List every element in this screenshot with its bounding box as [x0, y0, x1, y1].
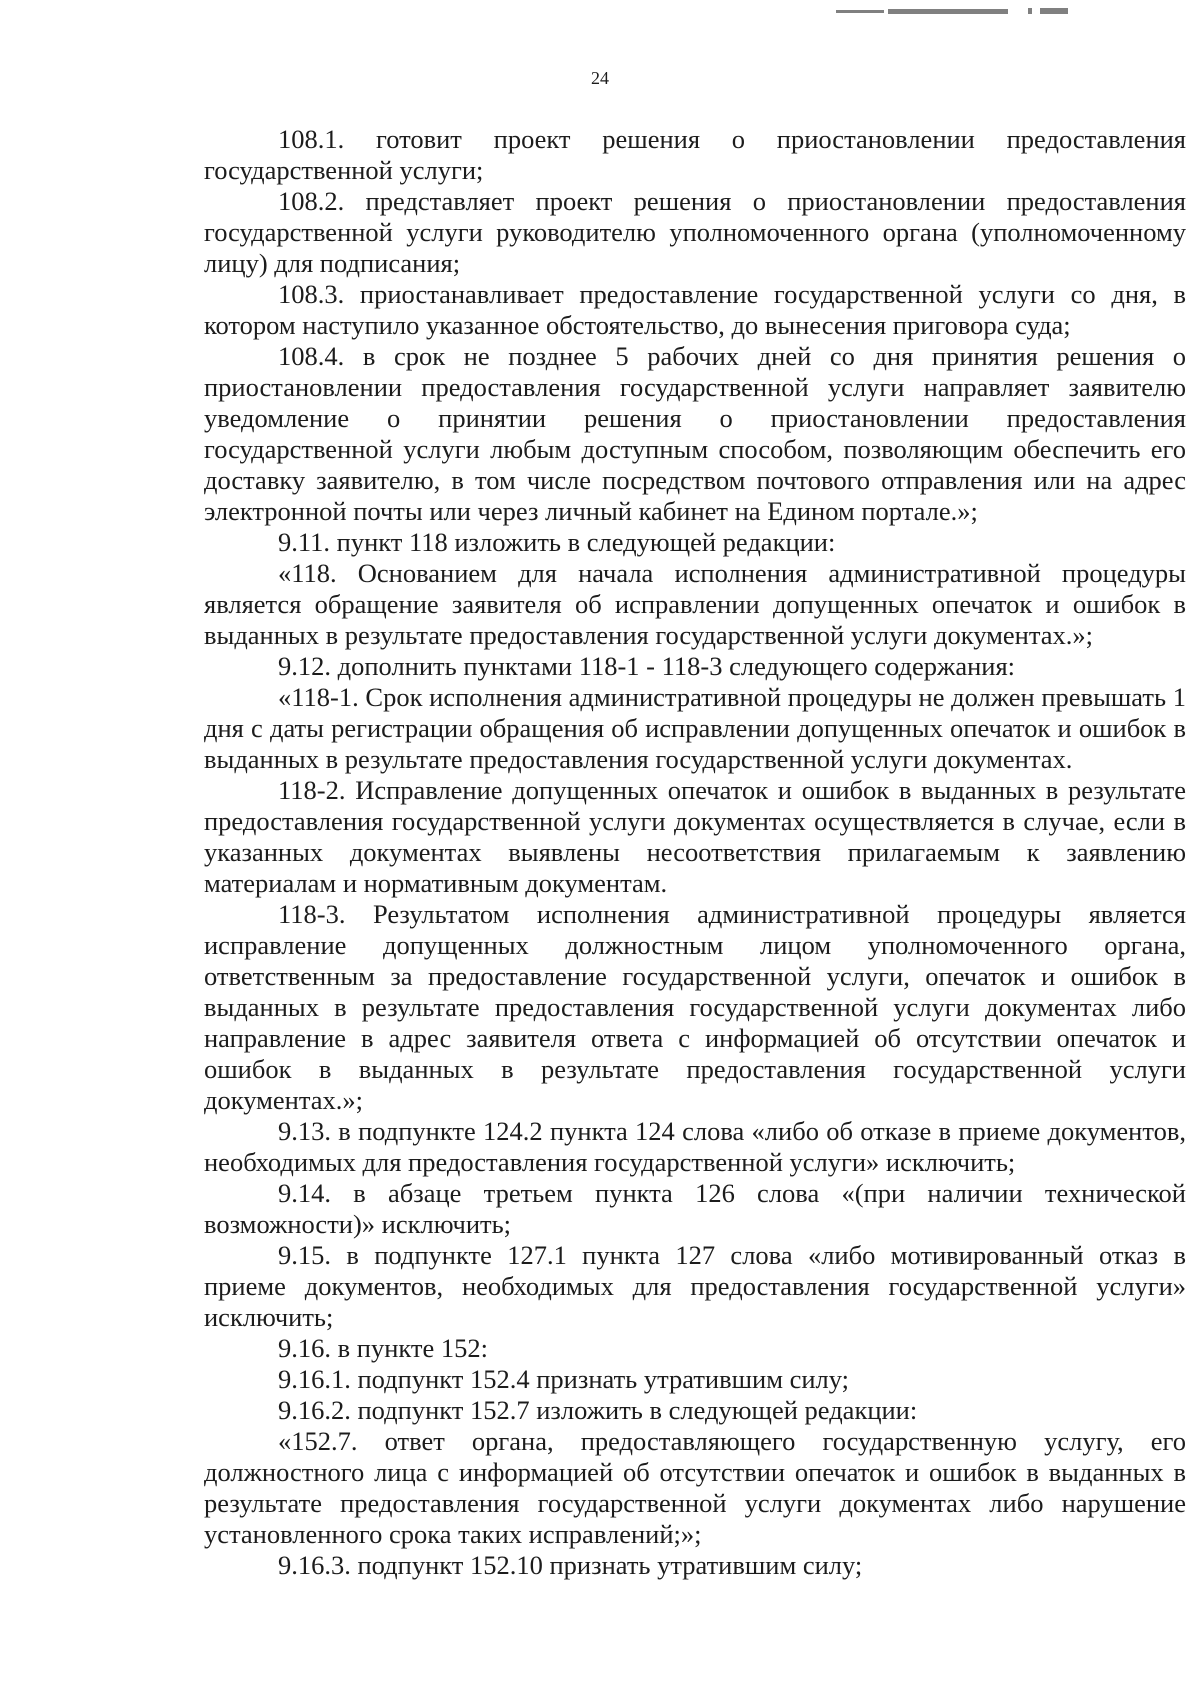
paragraph-9-14: 9.14. в абзаце третьем пункта 126 слова «(при наличии технической возможности)» исключить;	[204, 1178, 1186, 1239]
scan-artifact	[836, 10, 884, 13]
scan-artifact	[1040, 8, 1068, 14]
scan-artifact	[888, 9, 1008, 14]
paragraph-9-16: 9.16. в пункте 152:	[278, 1333, 488, 1363]
paragraph-9-11: 9.11. пункт 118 изложить в следующей редакции:	[278, 527, 836, 557]
paragraph-108-3: 108.3. приостанавливает предоставление государственной услуги со дня, в котором наступило указанное обстоятельство, до вынесения приговора суда;	[204, 279, 1186, 340]
paragraph-9-12: 9.12. дополнить пунктами 118-1 - 118-3 следующего содержания:	[278, 651, 1015, 681]
document-body	[204, 124, 1186, 1581]
paragraph-9-16-3: 9.16.3. подпункт 152.10 признать утратившим силу;	[278, 1550, 863, 1580]
paragraph-152-7: «152.7. ответ органа, предоставляющего государственную услугу, его должностного лица с информацией об отсутствии опечаток и ошибок в выданных в результате предоставления государственной услуги документах либо нарушение установленного срока таких исправлений;»;	[204, 1426, 1186, 1549]
page-number: 24	[591, 68, 609, 88]
paragraph-108-4: 108.4. в срок не позднее 5 рабочих дней со дня принятия решения о приостановлении предоставления государственной услуги направляет заявителю уведомление о принятии решения о приостановлении предоставления государственной услуги любым доступным способом, позволяющим обеспечить его доставку заявителю, в том числе посредством почтового отправления или на адрес электронной почты или через личный кабинет на Едином портале.»;	[204, 341, 1186, 526]
paragraph-108-2: 108.2. представляет проект решения о приостановлении предоставления государственной услуги руководителю уполномоченного органа (уполномоченному лицу) для подписания;	[204, 186, 1186, 278]
paragraph-9-16-2: 9.16.2. подпункт 152.7 изложить в следующей редакции:	[278, 1395, 918, 1425]
scan-artifact	[1028, 8, 1032, 14]
paragraph-108-1: 108.1. готовит проект решения о приостановлении предоставления государственной услуги;	[204, 124, 1186, 185]
paragraph-9-15: 9.15. в подпункте 127.1 пункта 127 слова «либо мотивированный отказ в приеме документов, необходимых для предоставления государственной услуги» исключить;	[204, 1240, 1186, 1332]
paragraph-118-3: 118-3. Результатом исполнения административной процедуры является исправление допущенных должностным лицом уполномоченного органа, ответственным за предоставление государственной услуги, опечаток и ошибок в выданных в результате предоставления государственной услуги документах либо направление в адрес заявителя ответа с информацией об отсутствии опечаток и ошибок в выданных в результате предоставления государственной услуги документах.»;	[204, 899, 1186, 1115]
paragraph-9-13: 9.13. в подпункте 124.2 пункта 124 слова «либо об отказе в приеме документов, необходимых для предоставления государственной услуги» исключить;	[204, 1116, 1186, 1177]
paragraph-118-2: 118-2. Исправление допущенных опечаток и ошибок в выданных в результате предоставления государственной услуги документах осуществляется в случае, если в указанных документах выявлены несоответствия прилагаемым к заявлению материалам и нормативным документам.	[204, 775, 1186, 898]
paragraph-118: «118. Основанием для начала исполнения административной процедуры является обращение заявителя об исправлении допущенных опечаток и ошибок в выданных в результате предоставления государственной услуги документах.»;	[204, 558, 1186, 650]
paragraph-118-1: «118-1. Срок исполнения административной процедуры не должен превышать 1 дня с даты регистрации обращения об исправлении допущенных опечаток и ошибок в выданных в результате предоставления государственной услуги документах.	[204, 682, 1186, 774]
paragraph-9-16-1: 9.16.1. подпункт 152.4 признать утратившим силу;	[278, 1364, 850, 1394]
